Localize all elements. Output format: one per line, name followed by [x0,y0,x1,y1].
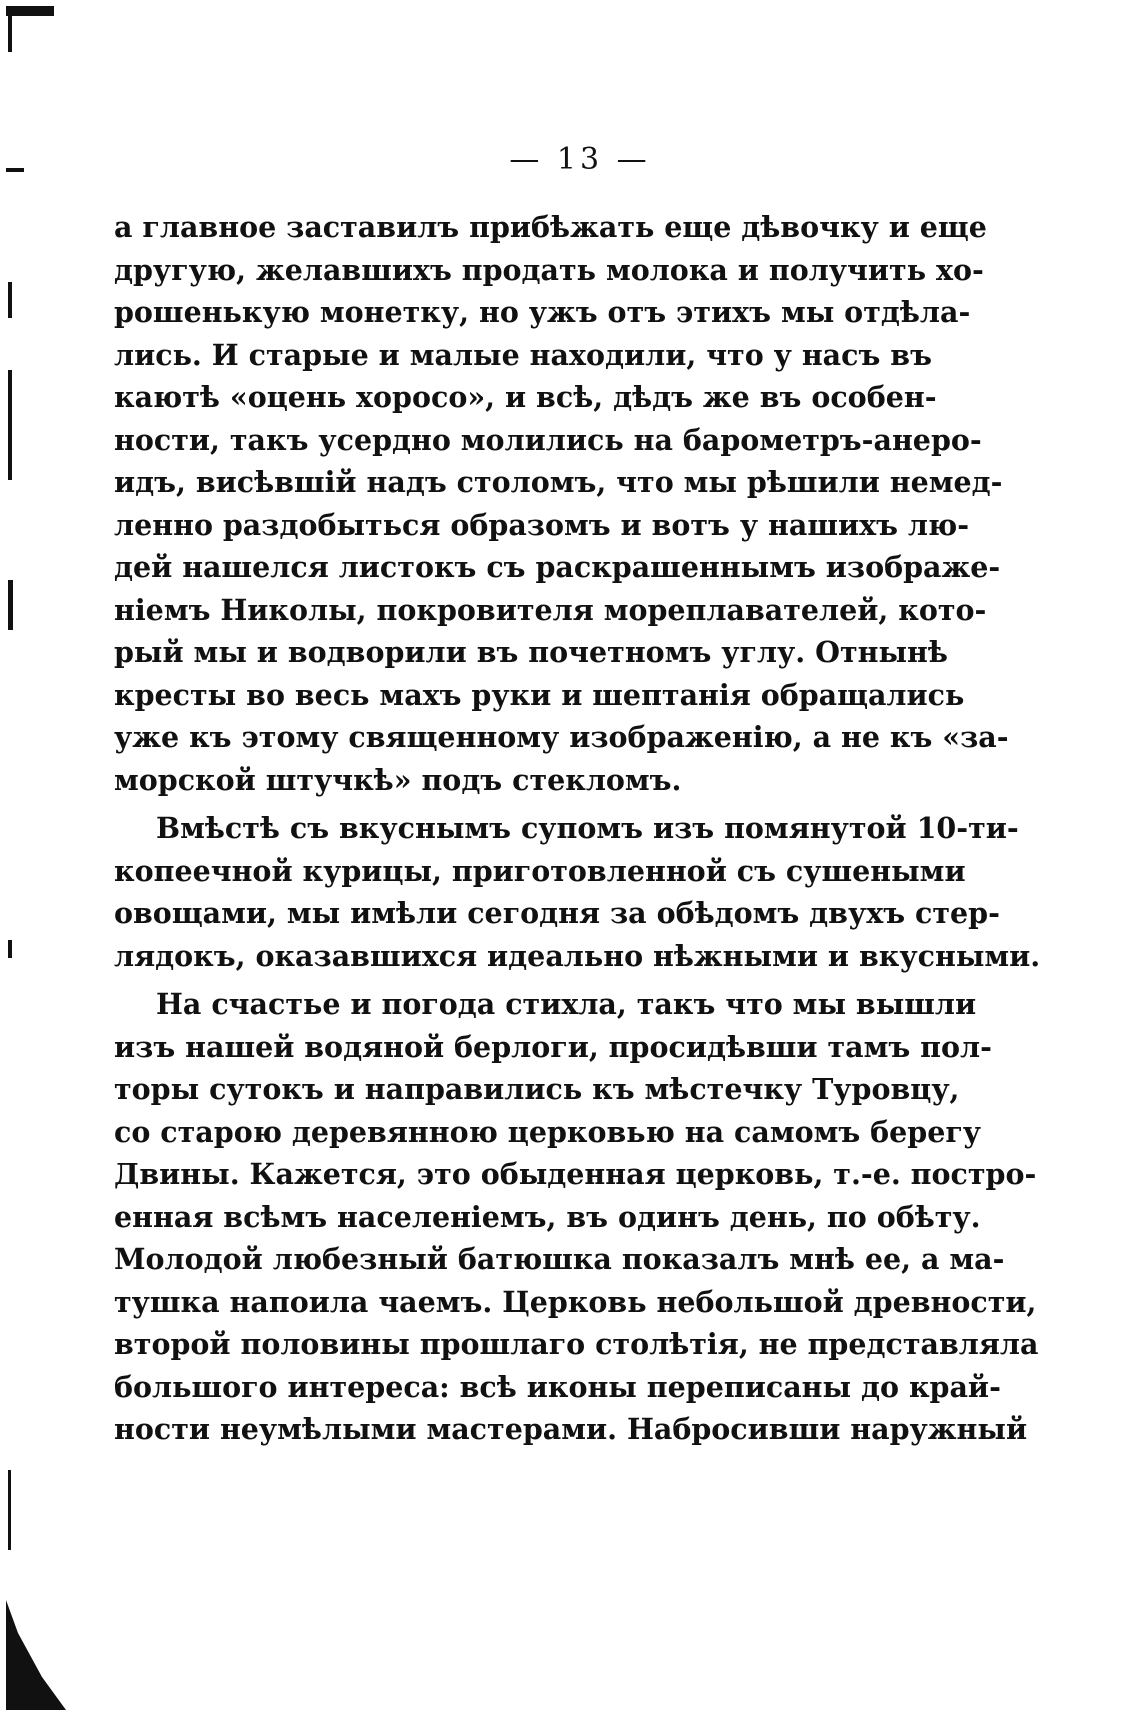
text-line: большого интереса: всѣ иконы переписаны до край- [114,1369,1001,1404]
scan-artifact-left-4 [8,580,13,630]
scan-artifact-left-3 [8,370,12,480]
text-line: уже къ этому священному изображенію, а не къ «за- [114,720,1009,754]
text-line: рошенькую монетку, но ужъ отъ этихъ мы отдѣла- [114,295,971,329]
text-line: ности, такъ усердно молились на барометръ-анеро- [114,422,982,457]
scan-artifact-left-5 [8,940,12,958]
text-line: На счастье и погода стихла, такъ что мы вышли [156,987,977,1021]
text-line: лядокъ, оказавшихся идеально нѣжными и вкусными. [114,938,1041,973]
scan-artifact-top-left-tick [8,16,12,52]
text-line: енная всѣмъ населеніемъ, въ одинъ день, по обѣту. [114,1199,981,1234]
scan-artifact-bottom-left [6,1600,66,1710]
body-text [114,206,1041,1451]
text-line: рый мы и водворили въ почетномъ углу. Отнынѣ [114,635,948,669]
text-line: копеечной курицы, приготовленной съ сушеными [114,853,966,888]
text-line: лись. И старые и малые находили, что у насъ въ [114,337,932,372]
text-line: идъ, висѣвшій надъ столомъ, что мы рѣшили немед- [114,465,1003,499]
text-line: морской штучкѣ» подъ стекломъ. [114,762,682,797]
scan-artifact-top-left [6,6,54,16]
text-line: изъ нашей водяной берлоги, просидѣвши тамъ пол- [114,1029,992,1064]
text-line: ніемъ Николы, покровителя мореплавателей, кото- [114,592,987,627]
text-line: дей нашелся листокъ съ раскрашеннымъ изображе- [114,550,1001,584]
text-line: Молодой любезный батюшка показалъ мнѣ ее, а ма- [114,1242,1005,1276]
paragraph [114,983,1039,1451]
text-line: а главное заставилъ прибѣжать еще дѣвочку и еще [114,210,987,244]
text-line: со старою деревянною церковью на самомъ берегу [114,1114,982,1149]
text-line: Двины. Кажется, это обыденная церковь, т.-е. постро- [114,1157,1037,1191]
text-line: овощами, мы имѣли сегодня за обѣдомъ двухъ стер- [114,896,1000,930]
text-line: тушка напоила чаемъ. Церковь небольшой древности, [114,1284,1037,1319]
text-line: второй половины прошлаго столѣтія, не представляла [114,1327,1039,1361]
paragraph [114,807,1041,977]
text-line: Вмѣстѣ съ вкуснымъ супомъ изъ помянутой 10-ти- [156,811,1019,845]
text-line: каютѣ «оцень хоросо», и всѣ, дѣдъ же въ особен- [114,380,937,414]
scan-artifact-left-6 [8,1470,11,1550]
text-line: кресты во весь махъ руки и шептанія обращались [114,677,965,712]
page-number: — 13 — [509,142,651,177]
text-line: другую, желавшихъ продать молока и получить хо- [114,252,984,287]
text-line: ленно раздобыться образомъ и вотъ у нашихъ лю- [114,507,970,542]
scan-artifact-left-2 [8,282,12,318]
text-line: торы сутокъ и направились къ мѣстечку Туровцу, [114,1072,960,1106]
paragraph [114,206,1009,801]
text-line: ности неумѣлыми мастерами. Набросивши наружный [114,1412,1028,1446]
